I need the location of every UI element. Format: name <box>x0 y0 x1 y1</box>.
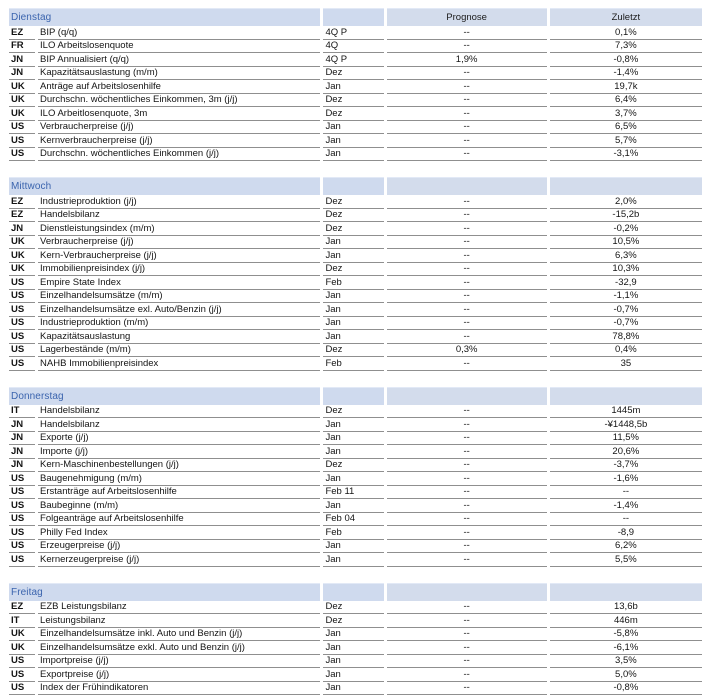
prognose-value: -- <box>387 432 547 446</box>
period: Feb <box>323 526 383 540</box>
indicator-name: ILO Arbeitslosenquote <box>38 40 320 54</box>
period: Jan <box>323 655 383 669</box>
prognose-column-header <box>387 583 547 601</box>
zuletzt-value: 19,7k <box>550 80 702 94</box>
country-code: UK <box>9 80 35 94</box>
period: Jan <box>323 249 383 263</box>
zuletzt-value: 10,3% <box>550 263 702 277</box>
period: Dez <box>323 209 383 223</box>
zuletzt-value: 2,0% <box>550 195 702 209</box>
country-code: US <box>9 317 35 331</box>
zuletzt-value: -0,2% <box>550 222 702 236</box>
country-code: FR <box>9 40 35 54</box>
country-code: JN <box>9 432 35 446</box>
day-section-body <box>9 601 702 696</box>
period: Jan <box>323 668 383 682</box>
zuletzt-value: 78,8% <box>550 330 702 344</box>
indicator-name: Importpreise (j/j) <box>38 655 320 669</box>
zuletzt-value: 11,5% <box>550 432 702 446</box>
zuletzt-value: -1,4% <box>550 499 702 513</box>
indicator-row <box>9 526 702 540</box>
period: Feb 04 <box>323 513 383 527</box>
period: Dez <box>323 601 383 615</box>
zuletzt-value: -0,7% <box>550 317 702 331</box>
period: 4Q P <box>323 26 383 40</box>
zuletzt-value: -8,9 <box>550 526 702 540</box>
indicator-name: Leistungsbilanz <box>38 614 320 628</box>
period: Jan <box>323 628 383 642</box>
indicator-name: Empire State Index <box>38 276 320 290</box>
period: Dez <box>323 222 383 236</box>
period: Dez <box>323 405 383 419</box>
day-header-row <box>9 177 702 195</box>
period: Jan <box>323 121 383 135</box>
zuletzt-value: 6,3% <box>550 249 702 263</box>
prognose-value: 0,3% <box>387 344 547 358</box>
indicator-row <box>9 614 702 628</box>
indicator-name: Kapazitätsauslastung <box>38 330 320 344</box>
indicator-row <box>9 330 702 344</box>
country-code: US <box>9 357 35 371</box>
indicator-name: Verbraucherpreise (j/j) <box>38 236 320 250</box>
prognose-value: -- <box>387 67 547 81</box>
day-header-spacer <box>323 177 383 195</box>
period: Jan <box>323 553 383 567</box>
zuletzt-value: -1,6% <box>550 472 702 486</box>
indicator-name: Exporte (j/j) <box>38 432 320 446</box>
zuletzt-value: -15,2b <box>550 209 702 223</box>
indicator-row <box>9 121 702 135</box>
indicator-row <box>9 628 702 642</box>
day-header-spacer <box>323 8 383 26</box>
period: Jan <box>323 317 383 331</box>
prognose-value: -- <box>387 290 547 304</box>
prognose-value: -- <box>387 276 547 290</box>
country-code: UK <box>9 249 35 263</box>
indicator-row <box>9 432 702 446</box>
zuletzt-value: -¥1448,5b <box>550 418 702 432</box>
indicator-row <box>9 67 702 81</box>
zuletzt-value: 6,2% <box>550 540 702 554</box>
country-code: EZ <box>9 195 35 209</box>
zuletzt-value: 35 <box>550 357 702 371</box>
period: Dez <box>323 459 383 473</box>
indicator-name: BIP (q/q) <box>38 26 320 40</box>
prognose-value: -- <box>387 209 547 223</box>
country-code: EZ <box>9 209 35 223</box>
country-code: JN <box>9 418 35 432</box>
zuletzt-value: 13,6b <box>550 601 702 615</box>
country-code: EZ <box>9 601 35 615</box>
prognose-value: -- <box>387 121 547 135</box>
indicator-row <box>9 472 702 486</box>
zuletzt-value: 5,5% <box>550 553 702 567</box>
indicator-row <box>9 405 702 419</box>
indicator-row <box>9 209 702 223</box>
indicator-row <box>9 357 702 371</box>
prognose-value: -- <box>387 107 547 121</box>
prognose-value: -- <box>387 195 547 209</box>
prognose-column-header <box>387 177 547 195</box>
country-code: UK <box>9 107 35 121</box>
indicator-name: EZB Leistungsbilanz <box>38 601 320 615</box>
country-code: EZ <box>9 26 35 40</box>
zuletzt-column-header <box>550 177 702 195</box>
day-name: Mittwoch <box>9 177 320 195</box>
country-code: US <box>9 472 35 486</box>
day-section-table <box>6 583 705 696</box>
indicator-row <box>9 540 702 554</box>
indicator-row <box>9 486 702 500</box>
indicator-row <box>9 655 702 669</box>
indicator-row <box>9 263 702 277</box>
prognose-value: -- <box>387 486 547 500</box>
indicator-row <box>9 148 702 162</box>
period: Jan <box>323 445 383 459</box>
indicator-name: BIP Annualisiert (q/q) <box>38 53 320 67</box>
zuletzt-value: -0,8% <box>550 53 702 67</box>
prognose-value: -- <box>387 614 547 628</box>
day-section-table <box>6 177 705 371</box>
period: Jan <box>323 499 383 513</box>
indicator-row <box>9 249 702 263</box>
country-code: JN <box>9 445 35 459</box>
country-code: US <box>9 540 35 554</box>
country-code: JN <box>9 222 35 236</box>
day-section-body <box>9 195 702 371</box>
country-code: JN <box>9 67 35 81</box>
zuletzt-value: 0,4% <box>550 344 702 358</box>
country-code: US <box>9 486 35 500</box>
indicator-row <box>9 317 702 331</box>
country-code: US <box>9 290 35 304</box>
zuletzt-column-header <box>550 583 702 601</box>
indicator-name: Anträge auf Arbeitslosenhilfe <box>38 80 320 94</box>
country-code: US <box>9 682 35 696</box>
indicator-name: Baugenehmigung (m/m) <box>38 472 320 486</box>
prognose-value: -- <box>387 222 547 236</box>
prognose-value: -- <box>387 236 547 250</box>
indicator-row <box>9 553 702 567</box>
country-code: JN <box>9 459 35 473</box>
zuletzt-value: 3,7% <box>550 107 702 121</box>
period: Jan <box>323 330 383 344</box>
indicator-row <box>9 682 702 696</box>
indicator-row <box>9 499 702 513</box>
indicator-row <box>9 80 702 94</box>
indicator-row <box>9 276 702 290</box>
zuletzt-value: -5,8% <box>550 628 702 642</box>
prognose-value: -- <box>387 445 547 459</box>
prognose-value: -- <box>387 405 547 419</box>
period: Jan <box>323 432 383 446</box>
indicator-row <box>9 445 702 459</box>
indicator-name: Durchschn. wöchentliches Einkommen (j/j) <box>38 148 320 162</box>
day-section-table <box>6 8 705 161</box>
indicator-name: Kern-Maschinenbestellungen (j/j) <box>38 459 320 473</box>
country-code: US <box>9 276 35 290</box>
country-code: US <box>9 513 35 527</box>
prognose-value: -- <box>387 641 547 655</box>
country-code: US <box>9 655 35 669</box>
period: Dez <box>323 263 383 277</box>
country-code: UK <box>9 628 35 642</box>
country-code: US <box>9 344 35 358</box>
indicator-name: Erzeugerpreise (j/j) <box>38 540 320 554</box>
country-code: UK <box>9 236 35 250</box>
indicator-row <box>9 26 702 40</box>
indicator-row <box>9 418 702 432</box>
indicator-name: Verbraucherpreise (j/j) <box>38 121 320 135</box>
country-code: US <box>9 134 35 148</box>
zuletzt-value: 6,5% <box>550 121 702 135</box>
calendar-sections <box>6 8 707 695</box>
prognose-column-header <box>387 387 547 405</box>
country-code: IT <box>9 405 35 419</box>
prognose-value: -- <box>387 526 547 540</box>
indicator-row <box>9 195 702 209</box>
prognose-value: -- <box>387 317 547 331</box>
country-code: UK <box>9 641 35 655</box>
period: Dez <box>323 344 383 358</box>
prognose-value: -- <box>387 303 547 317</box>
country-code: US <box>9 148 35 162</box>
indicator-name: Importe (j/j) <box>38 445 320 459</box>
indicator-name: Industrieproduktion (j/j) <box>38 195 320 209</box>
zuletzt-value: 20,6% <box>550 445 702 459</box>
period: Dez <box>323 67 383 81</box>
zuletzt-value: 10,5% <box>550 236 702 250</box>
indicator-name: Kernverbraucherpreise (j/j) <box>38 134 320 148</box>
day-name: Dienstag <box>9 8 320 26</box>
period: Jan <box>323 303 383 317</box>
prognose-column-header: Prognose <box>387 8 547 26</box>
zuletzt-value: -0,8% <box>550 682 702 696</box>
indicator-name: Handelsbilanz <box>38 405 320 419</box>
prognose-value: -- <box>387 601 547 615</box>
zuletzt-value: 0,1% <box>550 26 702 40</box>
prognose-value: -- <box>387 668 547 682</box>
indicator-row <box>9 236 702 250</box>
prognose-value: -- <box>387 499 547 513</box>
prognose-value: -- <box>387 472 547 486</box>
indicator-name: Einzelhandelsumsätze exl. Auto/Benzin (j/j) <box>38 303 320 317</box>
prognose-value: -- <box>387 26 547 40</box>
indicator-row <box>9 641 702 655</box>
period: Jan <box>323 134 383 148</box>
day-header-row <box>9 387 702 405</box>
zuletzt-value: 1445m <box>550 405 702 419</box>
indicator-row <box>9 134 702 148</box>
zuletzt-value: 5,7% <box>550 134 702 148</box>
prognose-value: -- <box>387 80 547 94</box>
prognose-value: -- <box>387 148 547 162</box>
zuletzt-column-header <box>550 387 702 405</box>
period: Jan <box>323 540 383 554</box>
zuletzt-value: -3,7% <box>550 459 702 473</box>
period: Jan <box>323 641 383 655</box>
indicator-name: Industrieproduktion (m/m) <box>38 317 320 331</box>
indicator-row <box>9 290 702 304</box>
indicator-name: Immobilienpreisindex (j/j) <box>38 263 320 277</box>
prognose-value: 1,9% <box>387 53 547 67</box>
period: Jan <box>323 148 383 162</box>
prognose-value: -- <box>387 249 547 263</box>
period: Jan <box>323 80 383 94</box>
indicator-row <box>9 107 702 121</box>
country-code: US <box>9 330 35 344</box>
day-header-row <box>9 8 702 26</box>
period: Jan <box>323 682 383 696</box>
indicator-name: Handelsbilanz <box>38 418 320 432</box>
indicator-name: Lagerbestände (m/m) <box>38 344 320 358</box>
indicator-row <box>9 668 702 682</box>
zuletzt-value: -6,1% <box>550 641 702 655</box>
day-section-table <box>6 387 705 567</box>
country-code: US <box>9 303 35 317</box>
zuletzt-column-header: Zuletzt <box>550 8 702 26</box>
indicator-row <box>9 601 702 615</box>
prognose-value: -- <box>387 628 547 642</box>
prognose-value: -- <box>387 540 547 554</box>
country-code: JN <box>9 53 35 67</box>
indicator-name: Exportpreise (j/j) <box>38 668 320 682</box>
indicator-name: Einzelhandelsumsätze inkl. Auto und Benzin (j/j) <box>38 628 320 642</box>
country-code: IT <box>9 614 35 628</box>
period: 4Q <box>323 40 383 54</box>
country-code: UK <box>9 263 35 277</box>
indicator-row <box>9 40 702 54</box>
zuletzt-value: -0,7% <box>550 303 702 317</box>
zuletzt-value: 5,0% <box>550 668 702 682</box>
indicator-name: Einzelhandelsumsätze (m/m) <box>38 290 320 304</box>
zuletzt-value: -1,4% <box>550 67 702 81</box>
indicator-name: Dienstleistungsindex (m/m) <box>38 222 320 236</box>
indicator-row <box>9 344 702 358</box>
country-code: US <box>9 553 35 567</box>
period: Jan <box>323 290 383 304</box>
indicator-name: Einzelhandelsumsätze exkl. Auto und Benzin (j/j) <box>38 641 320 655</box>
zuletzt-value: 3,5% <box>550 655 702 669</box>
indicator-name: Handelsbilanz <box>38 209 320 223</box>
country-code: US <box>9 668 35 682</box>
day-section-body <box>9 405 702 567</box>
country-code: US <box>9 121 35 135</box>
indicator-row <box>9 303 702 317</box>
zuletzt-value: -- <box>550 513 702 527</box>
day-header-spacer <box>323 387 383 405</box>
indicator-row <box>9 94 702 108</box>
indicator-row <box>9 53 702 67</box>
prognose-value: -- <box>387 357 547 371</box>
prognose-value: -- <box>387 263 547 277</box>
zuletzt-value: -32,9 <box>550 276 702 290</box>
period: Dez <box>323 195 383 209</box>
zuletzt-value: 6,4% <box>550 94 702 108</box>
indicator-row <box>9 222 702 236</box>
prognose-value: -- <box>387 553 547 567</box>
period: Jan <box>323 472 383 486</box>
day-header-row <box>9 583 702 601</box>
zuletzt-value: 446m <box>550 614 702 628</box>
indicator-name: Kapazitätsauslastung (m/m) <box>38 67 320 81</box>
day-name: Donnerstag <box>9 387 320 405</box>
indicator-name: ILO Arbeitlosenquote, 3m <box>38 107 320 121</box>
zuletzt-value: -1,1% <box>550 290 702 304</box>
country-code: UK <box>9 94 35 108</box>
prognose-value: -- <box>387 513 547 527</box>
indicator-row <box>9 513 702 527</box>
period: Dez <box>323 94 383 108</box>
prognose-value: -- <box>387 682 547 696</box>
indicator-name: Durchschn. wöchentliches Einkommen, 3m (j/j) <box>38 94 320 108</box>
period: Dez <box>323 107 383 121</box>
prognose-value: -- <box>387 330 547 344</box>
prognose-value: -- <box>387 134 547 148</box>
indicator-name: Kernerzeugerpreise (j/j) <box>38 553 320 567</box>
country-code: US <box>9 526 35 540</box>
period: Jan <box>323 418 383 432</box>
prognose-value: -- <box>387 94 547 108</box>
period: Feb <box>323 357 383 371</box>
indicator-row <box>9 459 702 473</box>
zuletzt-value: 7,3% <box>550 40 702 54</box>
period: Dez <box>323 614 383 628</box>
indicator-name: Index der Frühindikatoren <box>38 682 320 696</box>
prognose-value: -- <box>387 418 547 432</box>
day-name: Freitag <box>9 583 320 601</box>
prognose-value: -- <box>387 40 547 54</box>
indicator-name: Folgeanträge auf Arbeitslosenhilfe <box>38 513 320 527</box>
day-section-body <box>9 26 702 161</box>
period: 4Q P <box>323 53 383 67</box>
country-code: US <box>9 499 35 513</box>
zuletzt-value: -3,1% <box>550 148 702 162</box>
indicator-name: Erstanträge auf Arbeitslosenhilfe <box>38 486 320 500</box>
zuletzt-value: -- <box>550 486 702 500</box>
period: Feb <box>323 276 383 290</box>
indicator-name: NAHB Immobilienpreisindex <box>38 357 320 371</box>
indicator-name: Philly Fed Index <box>38 526 320 540</box>
period: Feb 11 <box>323 486 383 500</box>
period: Jan <box>323 236 383 250</box>
day-header-spacer <box>323 583 383 601</box>
indicator-name: Kern-Verbraucherpreise (j/j) <box>38 249 320 263</box>
prognose-value: -- <box>387 459 547 473</box>
prognose-value: -- <box>387 655 547 669</box>
indicator-name: Baubeginne (m/m) <box>38 499 320 513</box>
